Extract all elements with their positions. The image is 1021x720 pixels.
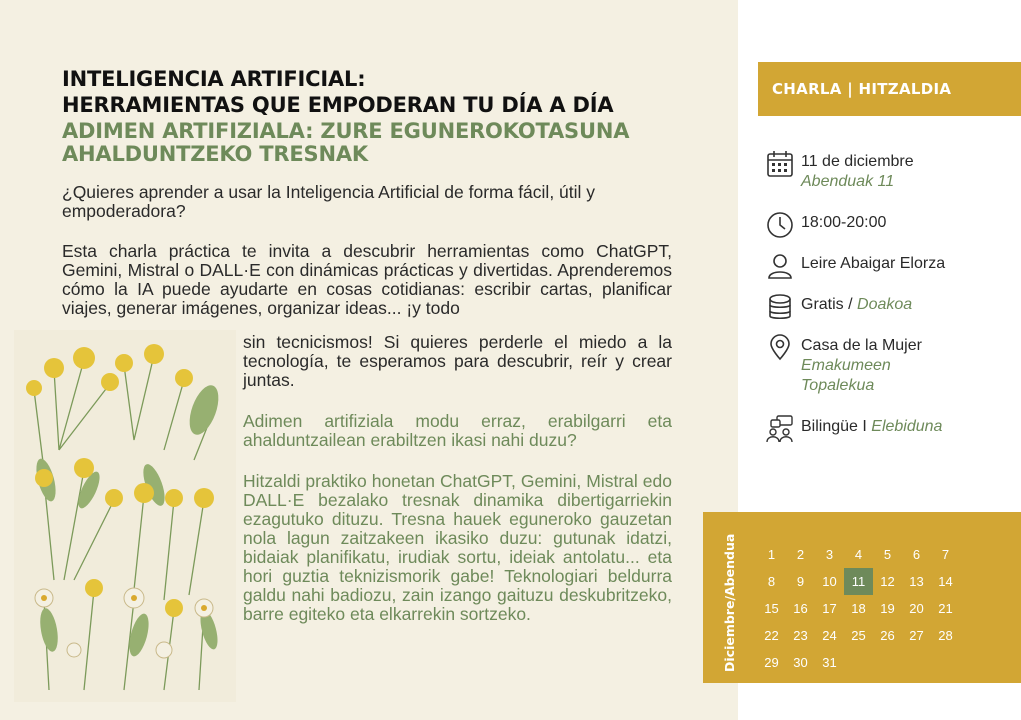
- calendar-icon: [766, 150, 794, 178]
- coins-icon: [766, 293, 794, 321]
- speaker-name: Leire Abaigar Elorza: [801, 255, 946, 272]
- calendar-day: 29: [764, 655, 779, 670]
- calendar-day: 14: [938, 574, 953, 589]
- location-pin-icon: [766, 334, 794, 362]
- price-eu: Doakoa: [857, 296, 913, 313]
- description-eu: Hitzaldi praktiko honetan ChatGPT, Gemini, Mistral edo DALL·E bezalako tresnak dinamika dibertigarriekin ezagutuko dituzu. Tresna hauek eguneroko gauzetan nola lagun zaitzakeen ikasiko duzu: gutunak idatzi, bidaiak planifikatu, irudiak sortu, ideiak antolatu... eta hori guztia teknizismorik gabe! Teknologiari beldurra galdu nahi badiozu, zain izango gaituzu deskubritzeko, barre egiteko eta elkarrekin sortzeko.: [243, 471, 672, 624]
- title-spanish: [62, 66, 682, 118]
- people-chat-icon: [766, 415, 794, 443]
- calendar-day: 31: [822, 655, 837, 670]
- calendar-day-selected: 11: [844, 568, 873, 595]
- calendar-day: 15: [764, 601, 779, 616]
- price-row: [766, 295, 912, 321]
- calendar-day: 12: [880, 574, 895, 589]
- calendar-day: 19: [880, 601, 895, 616]
- time-text: 18:00-20:00: [801, 214, 887, 231]
- event-type-label: CHARLA | HITZALDIA: [772, 80, 952, 98]
- calendar-day: 7: [941, 547, 950, 562]
- language-es: Bilingüe: [801, 418, 858, 435]
- title-es-line2: HERRAMIENTAS QUE EMPODERAN TU DÍA A DÍA: [62, 93, 614, 117]
- calendar-day: 30: [793, 655, 808, 670]
- calendar-day: 21: [938, 601, 953, 616]
- language-row: [766, 417, 942, 443]
- calendar-month-label: Diciembre/Abendua: [722, 533, 737, 672]
- language-eu: Elebiduna: [871, 418, 943, 435]
- calendar-day: 2: [796, 547, 805, 562]
- intro-question-eu: Adimen artifiziala modu erraz, erabilgarri eta ahalduntzailean erabiltzen ikasi nahi duzu?: [243, 411, 672, 450]
- title-eu-line1: ADIMEN ARTIFIZIALA: ZURE EGUNEROKOTASUNA: [62, 119, 630, 143]
- place-eu-line2: Topalekua: [801, 377, 875, 394]
- calendar-day: 18: [851, 601, 866, 616]
- calendar-day: 22: [764, 628, 779, 643]
- title-basque: [62, 120, 682, 166]
- date-es: 11 de diciembre: [801, 153, 914, 170]
- calendar-day: 6: [912, 547, 921, 562]
- price-separator: /: [843, 296, 858, 313]
- description-es-part2: sin tecnicismos! Si quieres perderle el miedo a la tecnología, te esperamos para descubrir, reír y crear juntas.: [243, 332, 672, 390]
- location-row: [766, 336, 922, 396]
- calendar-day: 5: [883, 547, 892, 562]
- calendar-day: 23: [793, 628, 808, 643]
- calendar-day: 24: [822, 628, 837, 643]
- calendar-day: 9: [796, 574, 805, 589]
- calendar-day: 8: [767, 574, 776, 589]
- title-es-line1: INTELIGENCIA ARTIFICIAL:: [62, 67, 366, 91]
- description-es-part1: Esta charla práctica te invita a descubrir herramientas como ChatGPT, Gemini, Mistral o DALL·E con dinámicas prácticas y divertidas. Aprenderemos cómo la IA puede ayudarte en cosas cotidianas: escribir cartas, planificar viajes, generar imágenes, organizar ideas... ¡y todo: [62, 241, 672, 318]
- calendar-day: 17: [822, 601, 837, 616]
- language-separator: I: [857, 418, 872, 435]
- date-eu: Abenduak 11: [801, 173, 895, 190]
- calendar-day: 16: [793, 601, 808, 616]
- calendar-day: 10: [822, 574, 837, 589]
- calendar-day: 27: [909, 628, 924, 643]
- calendar-day: 28: [938, 628, 953, 643]
- speaker-row: [766, 254, 945, 280]
- calendar-day: 25: [851, 628, 866, 643]
- calendar-day: 3: [825, 547, 834, 562]
- price-es: Gratis: [801, 296, 844, 313]
- calendar-day: 13: [909, 574, 924, 589]
- time-row: [766, 213, 886, 239]
- intro-question-es: ¿Quieres aprender a usar la Inteligencia Artificial de forma fácil, útil y empoderadora?: [62, 182, 596, 221]
- date-row: [766, 152, 914, 192]
- place-es: Casa de la Mujer: [801, 337, 922, 354]
- person-icon: [766, 252, 794, 280]
- place-eu-line1: Emakumeen: [801, 357, 891, 374]
- calendar-grid: [757, 541, 960, 676]
- event-type-badge: [758, 62, 1021, 116]
- calendar-day: 1: [767, 547, 776, 562]
- clock-icon: [766, 211, 794, 239]
- calendar-day: 4: [854, 547, 863, 562]
- calendar-day: 26: [880, 628, 895, 643]
- botanical-illustration: [14, 330, 236, 702]
- calendar-day: 20: [909, 601, 924, 616]
- title-eu-line2: AHALDUNTZEKO TRESNAK: [62, 142, 368, 166]
